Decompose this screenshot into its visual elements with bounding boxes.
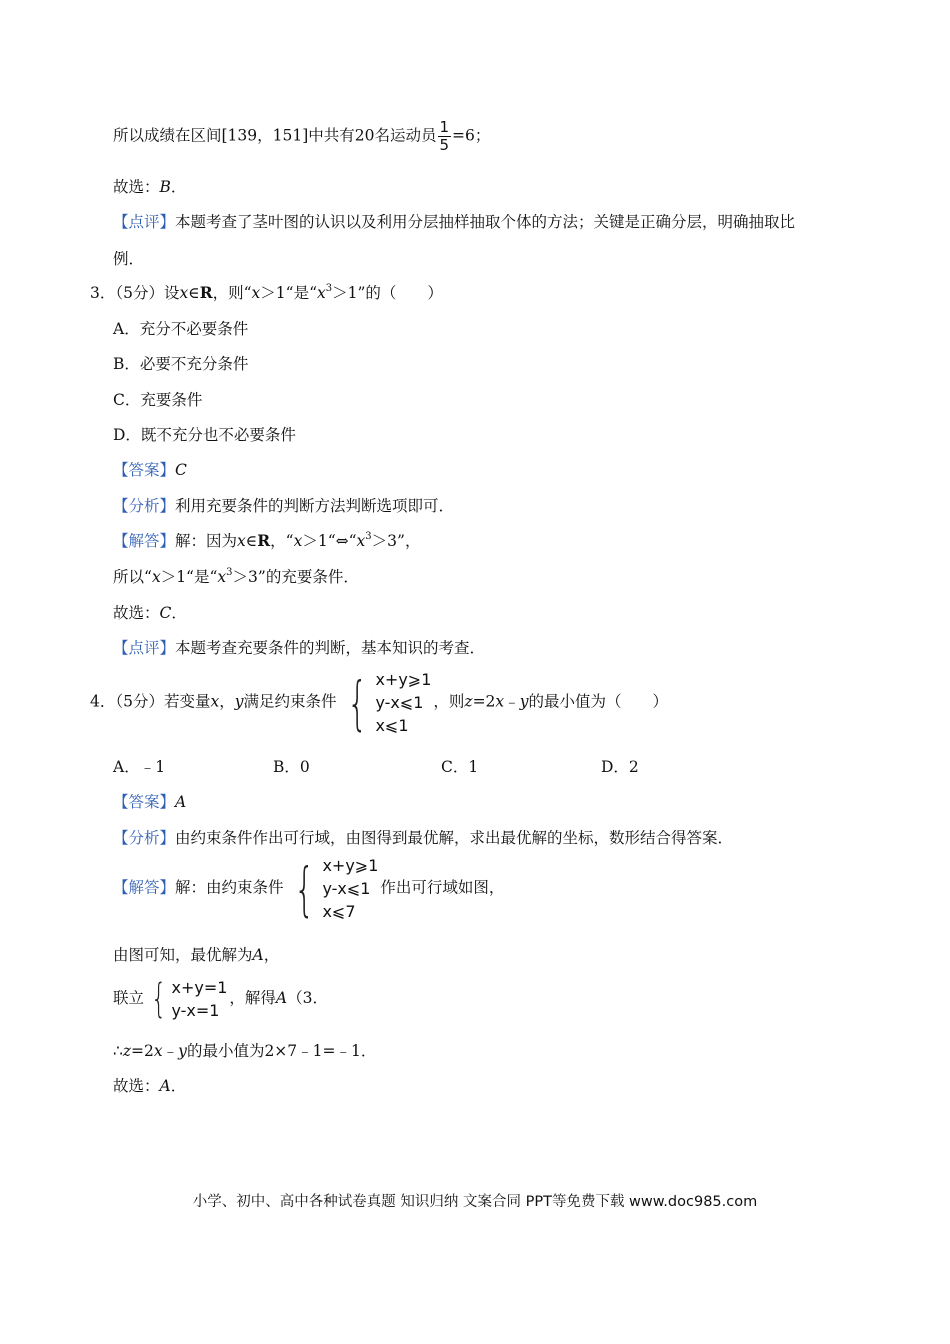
analysis-line: 【分析】由约束条件作出可行域，由图得到最优解，求出最优解的坐标，数形结合得答案． [113,829,734,847]
option-a: A．﹣1 [113,758,166,776]
choose-line: 故选：B． [113,178,187,196]
equation-system: { x+y=1 y-x=1 [151,976,228,1022]
analysis-line: 【分析】利用充要条件的判断方法判断选项即可． [113,497,455,515]
constraint-system: { x+y⩾1 y-x⩽1 x⩽1 [346,668,432,737]
page-footer: 小学、初中、高中各种试卷真题 知识归纳 文案合同 PPT等免费下载 www.doc985.com [192,1194,758,1210]
analysis-tag: 【分析】 [113,497,176,515]
fraction: $\frac{1}{5}$ [439,118,450,154]
review-line-cont: 例． [113,250,145,268]
option-c: C．充要条件 [113,391,203,409]
review-tag: 【点评】 [113,639,176,657]
option-b: B．0 [273,758,310,776]
option-d: D．2 [601,758,639,776]
solution-line: 【解答】解：因为x∈R，“$x>1“\Leftrightarrow“x^3>3$”， [113,531,421,550]
answer-line: 【答案】A [113,793,187,811]
question-3: 3．（5分）设x∈R，则“x＞1“是“$x^3>1$”的（ ） [90,283,443,302]
solution-tag: 【解答】 [113,532,176,550]
option-b: B．必要不充分条件 [113,355,249,373]
solution-line-2: 所以“x＞1“是“$x^3>3$”的充要条件． [113,567,359,586]
answer-line: 【答案】C [113,461,187,479]
constraint-system: { x+y⩾1 y-x⩽1 x⩽7 [293,854,379,923]
review-tag: 【点评】 [113,213,176,231]
solution-line: 【解答】解：由约束条件 { x+y⩾1 y-x⩽1 x⩽7 作出可行域如图， [113,854,505,923]
solution-line-count: 所以成绩在区间[139，151]中共有20名运动员 $\frac{1}{5}$ =6； [113,118,491,154]
option-c: C．1 [441,758,479,776]
analysis-tag: 【分析】 [113,829,176,847]
solution-line-2: 由图可知，最优解为A， [113,946,280,964]
question-4: 4．（5分）若变量x，y满足约束条件 { x+y⩾1 y-x⩽1 x⩽1 ，则z=2x﹣y的最小值为（ ） [90,668,668,737]
review-line: 【点评】本题考查了茎叶图的认识以及利用分层抽样抽取个体的方法；关键是正确分层，明确抽取比 [113,213,796,231]
solution-tag: 【解答】 [113,878,176,897]
solution-line-3: 联立 { x+y=1 y-x=1 ，解得A（3． [113,976,328,1022]
answer-tag: 【答案】 [113,793,176,811]
option-a: A．充分不必要条件 [113,320,249,338]
solution-line-4: ∴z=2x﹣y的最小值为2×7﹣1=﹣1． [113,1042,377,1060]
choose-line-3: 故选：C． [113,604,187,622]
option-d: D．既不充分也不必要条件 [113,426,296,444]
choose-line-4: 故选：A． [113,1077,187,1095]
review-line-3: 【点评】本题考查充要条件的判断，基本知识的考查． [113,639,486,657]
answer-tag: 【答案】 [113,461,176,479]
